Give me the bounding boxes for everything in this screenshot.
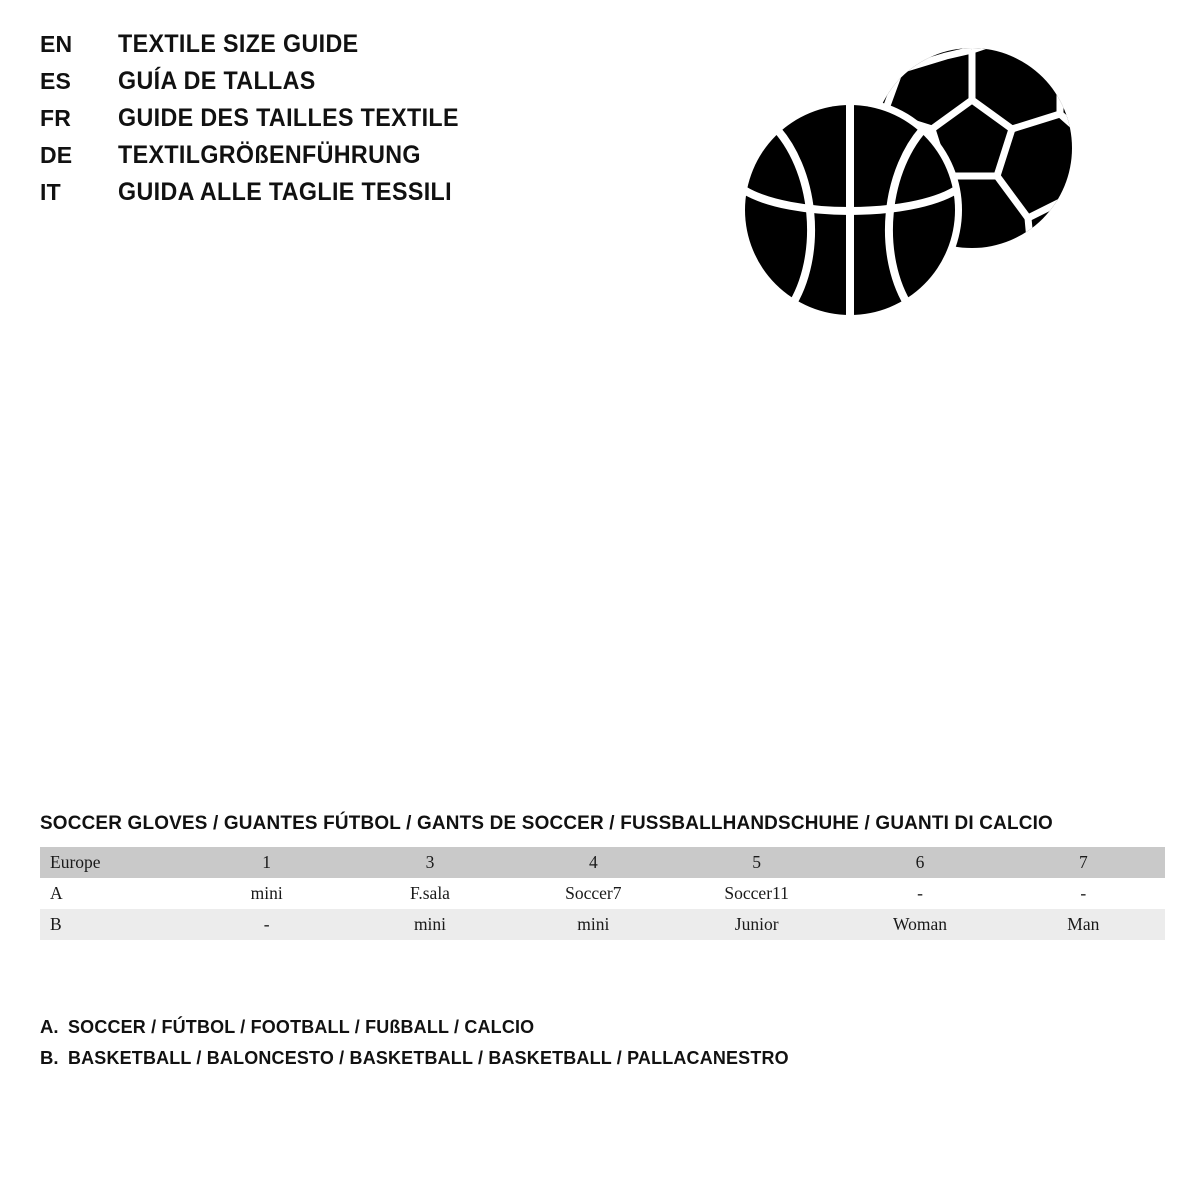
table-cell: Soccer11 — [724, 883, 789, 903]
language-title: GUIDE DES TAILLES TEXTILE — [118, 104, 459, 132]
table-cell: Soccer7 — [565, 883, 622, 903]
legend-text: SOCCER / FÚTBOL / FOOTBALL / FUßBALL / CALCIO — [68, 1016, 535, 1037]
table-header-cell: 1 — [262, 852, 272, 872]
table-cell: Junior — [734, 914, 779, 934]
legend-block — [40, 1016, 1040, 1078]
language-row — [40, 143, 680, 180]
language-title: TEXTILGRÖßENFÜHRUNG — [118, 141, 421, 169]
legend-text: BASKETBALL / BALONCESTO / BASKETBALL / BASKETBALL / PALLACANESTRO — [68, 1047, 789, 1068]
size-table-section — [40, 812, 1165, 940]
table-header-cell: 6 — [915, 852, 925, 872]
language-header-block — [40, 32, 680, 217]
language-title: GUÍA DE TALLAS — [118, 67, 316, 95]
table-header-cell: 4 — [588, 852, 598, 872]
language-title: GUIDA ALLE TAGLIE TESSILI — [118, 178, 452, 206]
size-table-title: SOCCER GLOVES / GUANTES FÚTBOL / GANTS DE SOCCER / FUSSBALLHANDSCHUHE / GUANTI DI CALCIO — [40, 812, 1053, 834]
language-title: TEXTILE SIZE GUIDE — [118, 30, 359, 58]
legend-key: A. — [40, 1016, 59, 1037]
table-cell: - — [1080, 883, 1087, 903]
table-cell: mini — [413, 914, 447, 934]
table-cell: F.sala — [410, 883, 450, 903]
language-code: ES — [40, 68, 72, 94]
table-cell: Man — [1067, 914, 1100, 934]
table-header-cell: 7 — [1078, 852, 1088, 872]
table-row — [40, 878, 1165, 909]
language-row — [40, 69, 680, 106]
language-code: IT — [40, 179, 61, 205]
language-row — [40, 32, 680, 69]
language-row — [40, 106, 680, 143]
language-code: EN — [40, 31, 73, 57]
table-row — [40, 909, 1165, 940]
legend-row — [40, 1016, 1040, 1047]
size-table — [40, 847, 1165, 940]
table-header-cell: Europe — [50, 852, 101, 872]
table-header-row — [40, 847, 1165, 878]
basketball-and-soccer-ball-icon — [720, 40, 1100, 330]
legend-key: B. — [40, 1047, 59, 1068]
language-code: DE — [40, 142, 73, 168]
table-header-cell: 5 — [752, 852, 762, 872]
legend-row — [40, 1047, 1040, 1078]
table-cell: mini — [250, 883, 283, 903]
table-cell: mini — [577, 914, 610, 934]
basketball-shape — [738, 98, 962, 322]
table-header-cell: 3 — [425, 852, 435, 872]
table-cell: - — [917, 883, 923, 903]
table-row-label: B — [50, 914, 62, 934]
language-code: FR — [40, 105, 72, 131]
table-cell: Woman — [892, 914, 947, 934]
language-row — [40, 180, 680, 217]
table-row-label: A — [50, 883, 63, 903]
table-cell: - — [263, 914, 270, 934]
